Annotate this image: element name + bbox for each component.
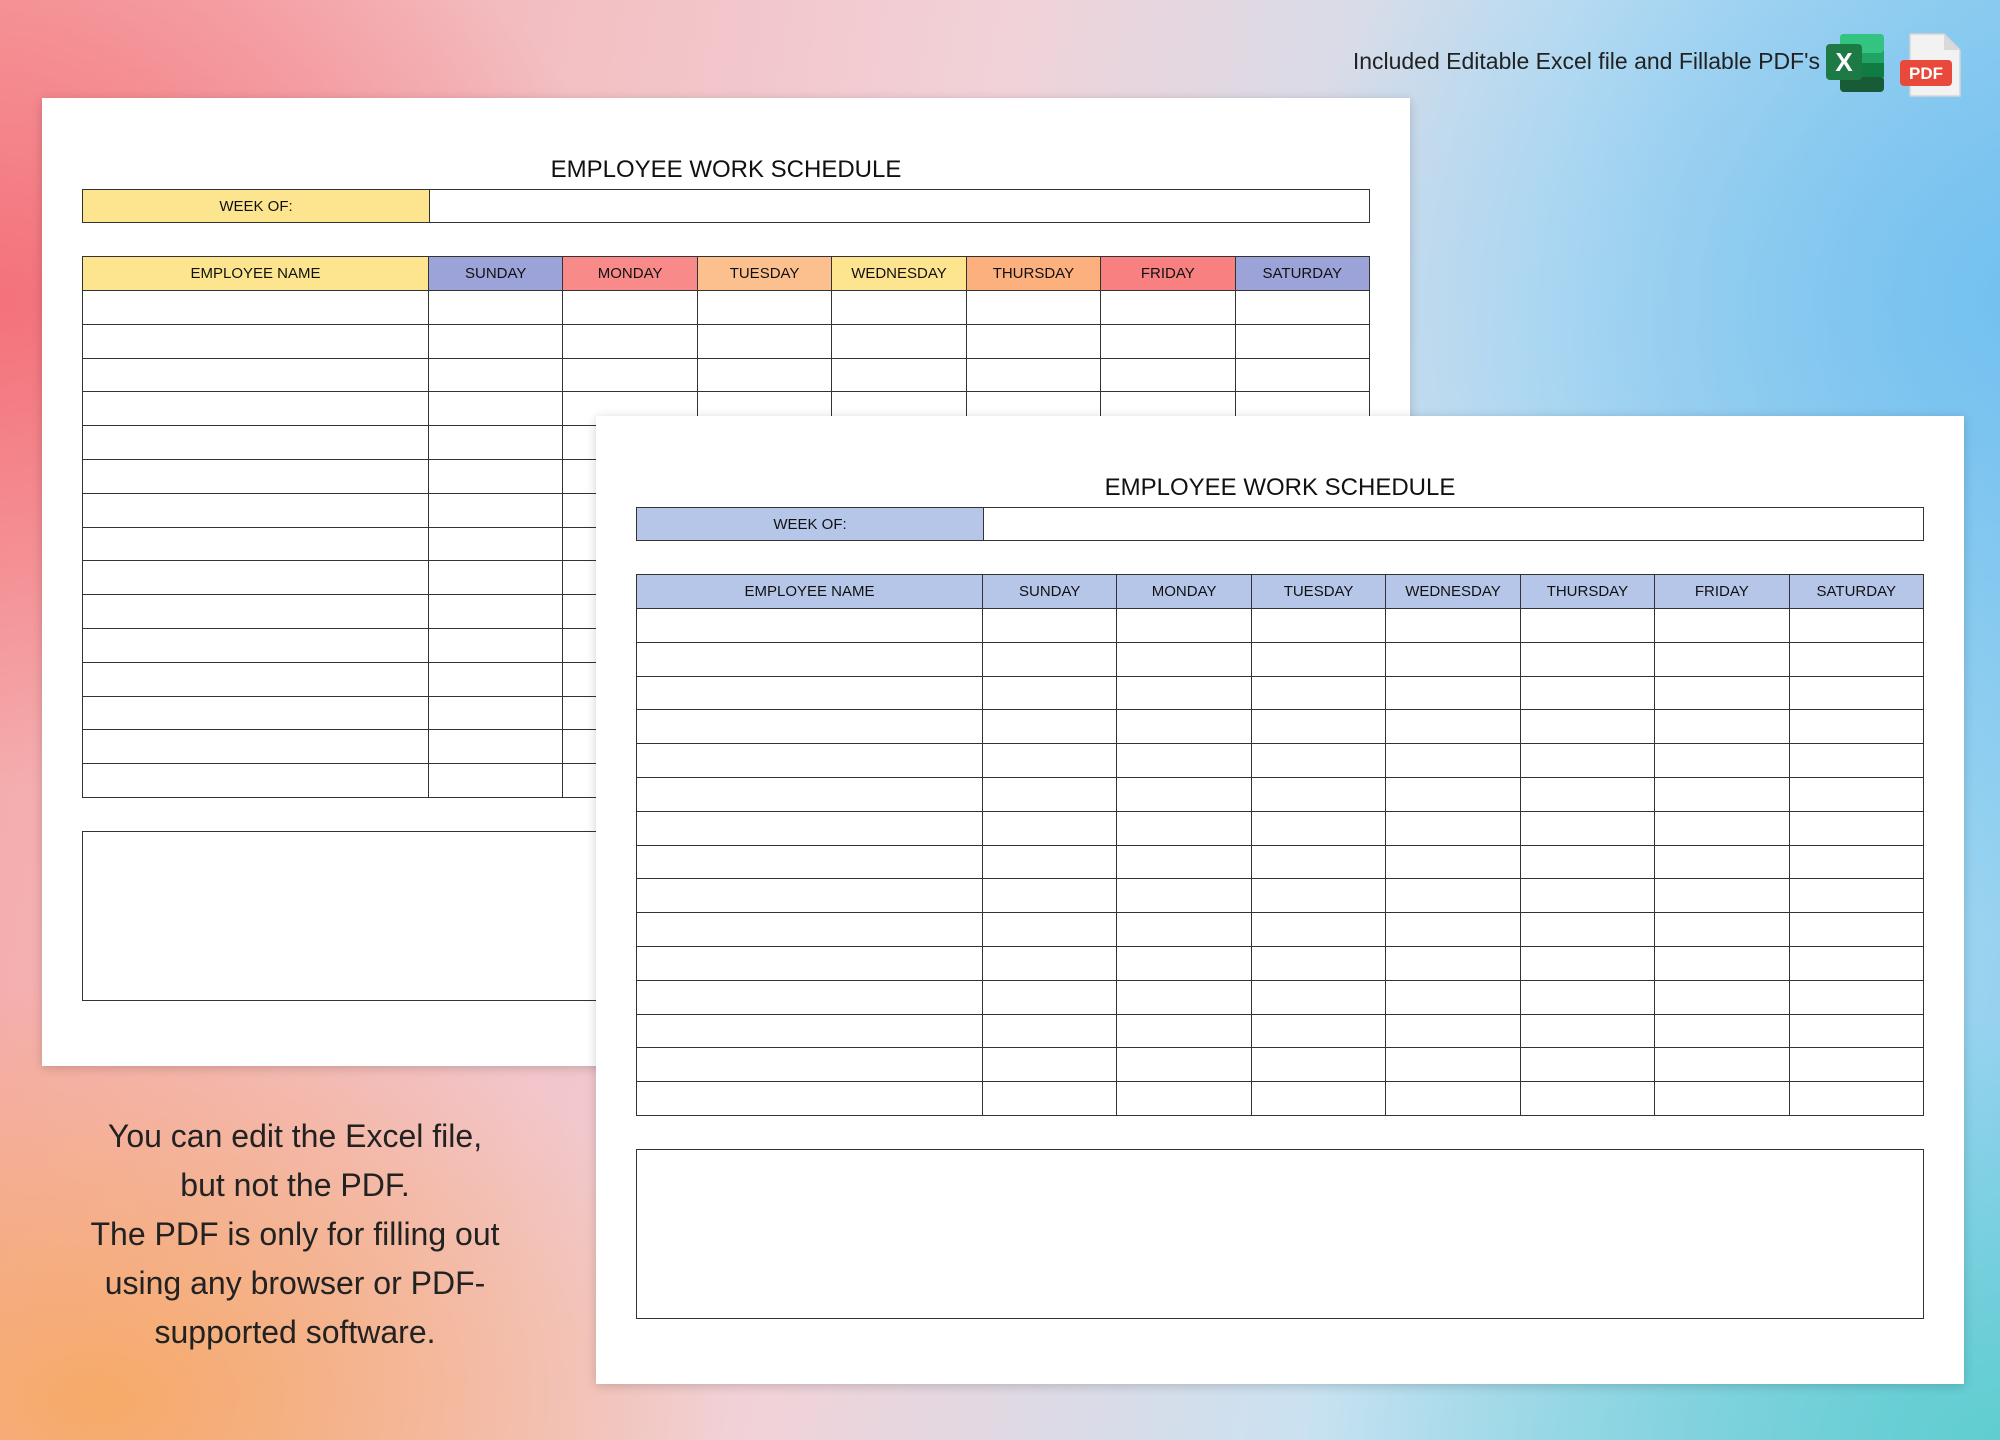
- shift-cell[interactable]: [1789, 609, 1923, 643]
- shift-cell[interactable]: [1789, 879, 1923, 913]
- week-of-label: WEEK OF:: [83, 190, 430, 222]
- shift-cell[interactable]: [1251, 1082, 1385, 1116]
- shift-cell[interactable]: [1101, 358, 1235, 392]
- shift-cell[interactable]: [429, 764, 563, 798]
- table-row: [637, 811, 1924, 845]
- shift-cell[interactable]: [1655, 811, 1789, 845]
- shift-cell[interactable]: [1789, 946, 1923, 980]
- shift-cell[interactable]: [429, 324, 563, 358]
- column-header: TUESDAY: [697, 257, 831, 291]
- shift-cell[interactable]: [1655, 609, 1789, 643]
- week-of-label: WEEK OF:: [637, 508, 984, 540]
- table-row: [637, 879, 1924, 913]
- shift-cell[interactable]: [1117, 913, 1251, 947]
- shift-cell[interactable]: [429, 392, 563, 426]
- shift-cell[interactable]: [1655, 744, 1789, 778]
- shift-cell[interactable]: [1251, 811, 1385, 845]
- column-header: THURSDAY: [1520, 575, 1654, 609]
- column-header: SATURDAY: [1235, 257, 1369, 291]
- employee-name-cell[interactable]: [637, 1048, 983, 1082]
- bottom-note: [60, 1112, 530, 1357]
- excel-icon: [1822, 30, 1888, 96]
- shift-cell[interactable]: [1117, 744, 1251, 778]
- employee-name-cell[interactable]: [637, 609, 983, 643]
- header-row: [83, 257, 1370, 291]
- shift-cell[interactable]: [1386, 744, 1520, 778]
- shift-cell[interactable]: [1386, 1014, 1520, 1048]
- shift-cell[interactable]: [429, 730, 563, 764]
- table-row: [637, 710, 1924, 744]
- shift-cell[interactable]: [1386, 879, 1520, 913]
- column-header: SUNDAY: [429, 257, 563, 291]
- svg-text:X: X: [1835, 47, 1853, 77]
- employee-name-cell[interactable]: [83, 493, 429, 527]
- employee-name-cell[interactable]: [637, 710, 983, 744]
- shift-cell[interactable]: [832, 291, 966, 325]
- employee-name-cell[interactable]: [83, 426, 429, 460]
- shift-cell[interactable]: [983, 980, 1117, 1014]
- shift-cell[interactable]: [1789, 1082, 1923, 1116]
- employee-name-cell[interactable]: [637, 777, 983, 811]
- shift-cell[interactable]: [1117, 710, 1251, 744]
- employee-name-cell[interactable]: [637, 1082, 983, 1116]
- header-row: [637, 575, 1924, 609]
- employee-name-cell[interactable]: [83, 628, 429, 662]
- column-header: EMPLOYEE NAME: [83, 257, 429, 291]
- employee-name-cell[interactable]: [637, 879, 983, 913]
- shift-cell[interactable]: [1117, 946, 1251, 980]
- shift-cell[interactable]: [1251, 777, 1385, 811]
- shift-cell[interactable]: [1117, 1014, 1251, 1048]
- shift-cell[interactable]: [983, 676, 1117, 710]
- column-header: FRIDAY: [1101, 257, 1235, 291]
- shift-cell[interactable]: [1789, 642, 1923, 676]
- shift-cell[interactable]: [832, 324, 966, 358]
- column-header: SUNDAY: [983, 575, 1117, 609]
- shift-cell[interactable]: [1655, 1082, 1789, 1116]
- shift-cell[interactable]: [1251, 845, 1385, 879]
- shift-cell[interactable]: [1520, 609, 1654, 643]
- shift-cell[interactable]: [1117, 777, 1251, 811]
- shift-cell[interactable]: [1655, 845, 1789, 879]
- notes-box[interactable]: [636, 1149, 1924, 1319]
- table-row: [637, 777, 1924, 811]
- shift-cell[interactable]: [966, 324, 1100, 358]
- shift-cell[interactable]: [1655, 946, 1789, 980]
- shift-cell[interactable]: [1251, 744, 1385, 778]
- shift-cell[interactable]: [1251, 913, 1385, 947]
- shift-cell[interactable]: [1386, 1082, 1520, 1116]
- shift-cell[interactable]: [1386, 946, 1520, 980]
- shift-cell[interactable]: [1520, 1048, 1654, 1082]
- shift-cell[interactable]: [1117, 1048, 1251, 1082]
- shift-cell[interactable]: [1386, 980, 1520, 1014]
- shift-cell[interactable]: [1789, 1014, 1923, 1048]
- employee-name-cell[interactable]: [637, 811, 983, 845]
- shift-cell[interactable]: [1655, 642, 1789, 676]
- shift-cell[interactable]: [429, 527, 563, 561]
- shift-cell[interactable]: [1655, 710, 1789, 744]
- pdf-icon: [1898, 30, 1968, 102]
- shift-cell[interactable]: [1655, 913, 1789, 947]
- schedule-title: EMPLOYEE WORK SCHEDULE: [1104, 474, 1456, 501]
- table-row: [83, 358, 1370, 392]
- shift-cell[interactable]: [1789, 1048, 1923, 1082]
- shift-cell[interactable]: [1386, 710, 1520, 744]
- table-row: [637, 744, 1924, 778]
- shift-cell[interactable]: [1251, 946, 1385, 980]
- shift-cell[interactable]: [429, 426, 563, 460]
- table-row: [637, 980, 1924, 1014]
- shift-cell[interactable]: [1386, 777, 1520, 811]
- shift-cell[interactable]: [1520, 946, 1654, 980]
- shift-cell[interactable]: [429, 561, 563, 595]
- employee-name-cell[interactable]: [637, 642, 983, 676]
- employee-name-cell[interactable]: [83, 527, 429, 561]
- svg-text:PDF: PDF: [1909, 64, 1943, 83]
- table-row: [637, 1048, 1924, 1082]
- shift-cell[interactable]: [1520, 642, 1654, 676]
- shift-cell[interactable]: [1386, 913, 1520, 947]
- schedule-title: EMPLOYEE WORK SCHEDULE: [550, 156, 902, 183]
- shift-cell[interactable]: [966, 291, 1100, 325]
- employee-name-cell[interactable]: [83, 595, 429, 629]
- shift-cell[interactable]: [1117, 676, 1251, 710]
- employee-name-cell[interactable]: [83, 764, 429, 798]
- shift-cell[interactable]: [1520, 676, 1654, 710]
- shift-cell[interactable]: [983, 845, 1117, 879]
- bottom-note-line: You can edit the Excel file,: [107, 1118, 483, 1154]
- table-row: [637, 1014, 1924, 1048]
- shift-cell[interactable]: [1386, 1048, 1520, 1082]
- shift-cell[interactable]: [1789, 913, 1923, 947]
- week-of-field[interactable]: [430, 190, 1369, 222]
- table-row: [637, 642, 1924, 676]
- column-header: WEDNESDAY: [832, 257, 966, 291]
- employee-name-cell[interactable]: [83, 459, 429, 493]
- column-header: TUESDAY: [1251, 575, 1385, 609]
- shift-cell[interactable]: [1251, 1048, 1385, 1082]
- shift-cell[interactable]: [1520, 845, 1654, 879]
- employee-name-cell[interactable]: [637, 980, 983, 1014]
- shift-cell[interactable]: [1655, 676, 1789, 710]
- shift-cell[interactable]: [1789, 777, 1923, 811]
- shift-cell[interactable]: [983, 777, 1117, 811]
- shift-cell[interactable]: [1235, 291, 1369, 325]
- shift-cell[interactable]: [1117, 811, 1251, 845]
- employee-name-cell[interactable]: [83, 662, 429, 696]
- column-header: MONDAY: [563, 257, 697, 291]
- shift-cell[interactable]: [983, 1014, 1117, 1048]
- table-row: [637, 1082, 1924, 1116]
- shift-cell[interactable]: [1655, 777, 1789, 811]
- shift-cell[interactable]: [1117, 845, 1251, 879]
- shift-cell[interactable]: [697, 291, 831, 325]
- shift-cell[interactable]: [1520, 913, 1654, 947]
- shift-cell[interactable]: [1117, 642, 1251, 676]
- shift-cell[interactable]: [1520, 777, 1654, 811]
- shift-cell[interactable]: [1520, 879, 1654, 913]
- employee-name-cell[interactable]: [637, 913, 983, 947]
- shift-cell[interactable]: [1520, 710, 1654, 744]
- shift-cell[interactable]: [1117, 879, 1251, 913]
- table-row: [637, 913, 1924, 947]
- shift-cell[interactable]: [1789, 811, 1923, 845]
- shift-cell[interactable]: [1789, 744, 1923, 778]
- shift-cell[interactable]: [1386, 811, 1520, 845]
- shift-cell[interactable]: [1251, 642, 1385, 676]
- shift-cell[interactable]: [1520, 1082, 1654, 1116]
- column-header: MONDAY: [1117, 575, 1251, 609]
- shift-cell[interactable]: [1789, 980, 1923, 1014]
- shift-cell[interactable]: [1789, 845, 1923, 879]
- shift-cell[interactable]: [429, 493, 563, 527]
- shift-cell[interactable]: [983, 811, 1117, 845]
- employee-name-cell[interactable]: [83, 392, 429, 426]
- schedule-table: [636, 574, 1924, 1116]
- shift-cell[interactable]: [1101, 291, 1235, 325]
- shift-cell[interactable]: [1655, 879, 1789, 913]
- shift-cell[interactable]: [832, 358, 966, 392]
- employee-name-cell[interactable]: [83, 696, 429, 730]
- column-header: WEDNESDAY: [1386, 575, 1520, 609]
- table-row: [637, 609, 1924, 643]
- employee-name-cell[interactable]: [637, 946, 983, 980]
- column-header: THURSDAY: [966, 257, 1100, 291]
- shift-cell[interactable]: [563, 291, 697, 325]
- shift-cell[interactable]: [1520, 744, 1654, 778]
- employee-name-cell[interactable]: [83, 291, 429, 325]
- employee-name-cell[interactable]: [83, 358, 429, 392]
- employee-name-cell[interactable]: [637, 676, 983, 710]
- shift-cell[interactable]: [1520, 811, 1654, 845]
- shift-cell[interactable]: [1117, 609, 1251, 643]
- shift-cell[interactable]: [429, 628, 563, 662]
- shift-cell[interactable]: [983, 1082, 1117, 1116]
- table-row: [637, 676, 1924, 710]
- bottom-note-line: The PDF is only for filling out: [90, 1216, 500, 1252]
- shift-cell[interactable]: [1117, 1082, 1251, 1116]
- shift-cell[interactable]: [983, 946, 1117, 980]
- shift-cell[interactable]: [983, 642, 1117, 676]
- shift-cell[interactable]: [429, 291, 563, 325]
- shift-cell[interactable]: [983, 744, 1117, 778]
- employee-name-cell[interactable]: [83, 730, 429, 764]
- employee-name-cell[interactable]: [83, 324, 429, 358]
- bottom-note-line: supported software.: [154, 1314, 436, 1350]
- schedule-sheet-front: [596, 416, 1964, 1384]
- shift-cell[interactable]: [983, 609, 1117, 643]
- shift-cell[interactable]: [983, 1048, 1117, 1082]
- bottom-note-line: using any browser or PDF-: [104, 1265, 486, 1301]
- shift-cell[interactable]: [563, 358, 697, 392]
- shift-cell[interactable]: [983, 913, 1117, 947]
- employee-name-cell[interactable]: [637, 845, 983, 879]
- shift-cell[interactable]: [1386, 609, 1520, 643]
- shift-cell[interactable]: [1386, 642, 1520, 676]
- shift-cell[interactable]: [429, 459, 563, 493]
- shift-cell[interactable]: [429, 595, 563, 629]
- bottom-note-line: but not the PDF.: [180, 1167, 410, 1203]
- shift-cell[interactable]: [1655, 1014, 1789, 1048]
- shift-cell[interactable]: [1789, 710, 1923, 744]
- shift-cell[interactable]: [429, 358, 563, 392]
- shift-cell[interactable]: [1251, 980, 1385, 1014]
- included-files-note: Included Editable Excel file and Fillable PDF's: [1352, 48, 1820, 74]
- shift-cell[interactable]: [966, 358, 1100, 392]
- shift-cell[interactable]: [563, 324, 697, 358]
- shift-cell[interactable]: [1251, 1014, 1385, 1048]
- shift-cell[interactable]: [1520, 1014, 1654, 1048]
- week-of-row: [636, 507, 1924, 541]
- shift-cell[interactable]: [697, 358, 831, 392]
- table-row: [83, 324, 1370, 358]
- shift-cell[interactable]: [1520, 980, 1654, 1014]
- shift-cell[interactable]: [1655, 980, 1789, 1014]
- shift-cell[interactable]: [1235, 324, 1369, 358]
- shift-cell[interactable]: [983, 710, 1117, 744]
- shift-cell[interactable]: [429, 662, 563, 696]
- shift-cell[interactable]: [1101, 324, 1235, 358]
- table-row: [637, 845, 1924, 879]
- employee-name-cell[interactable]: [637, 1014, 983, 1048]
- shift-cell[interactable]: [1235, 358, 1369, 392]
- employee-name-cell[interactable]: [83, 561, 429, 595]
- shift-cell[interactable]: [983, 879, 1117, 913]
- table-row: [637, 946, 1924, 980]
- shift-cell[interactable]: [429, 696, 563, 730]
- column-header: SATURDAY: [1789, 575, 1923, 609]
- shift-cell[interactable]: [1655, 1048, 1789, 1082]
- shift-cell[interactable]: [1251, 710, 1385, 744]
- shift-cell[interactable]: [1251, 609, 1385, 643]
- shift-cell[interactable]: [1789, 676, 1923, 710]
- shift-cell[interactable]: [1386, 676, 1520, 710]
- week-of-field[interactable]: [984, 508, 1923, 540]
- employee-name-cell[interactable]: [637, 744, 983, 778]
- column-header: FRIDAY: [1655, 575, 1789, 609]
- shift-cell[interactable]: [1386, 845, 1520, 879]
- shift-cell[interactable]: [1251, 879, 1385, 913]
- column-header: EMPLOYEE NAME: [637, 575, 983, 609]
- shift-cell[interactable]: [1117, 980, 1251, 1014]
- shift-cell[interactable]: [1251, 676, 1385, 710]
- shift-cell[interactable]: [697, 324, 831, 358]
- week-of-row: [82, 189, 1370, 223]
- table-row: [83, 291, 1370, 325]
